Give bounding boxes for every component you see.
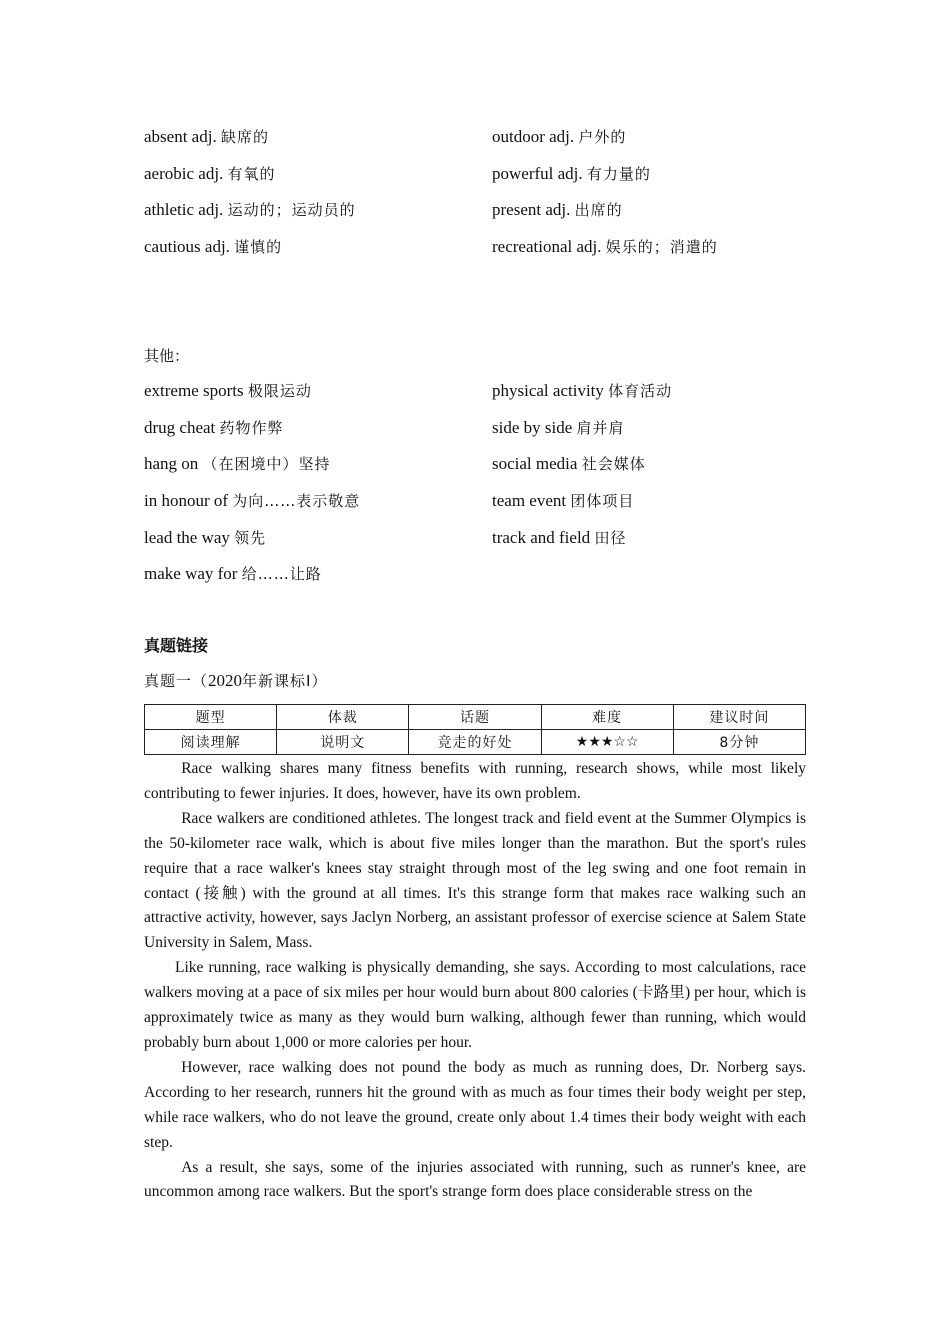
phrase-text: extreme sports bbox=[144, 381, 244, 400]
phrase-row bbox=[144, 378, 806, 404]
vocab-meaning: 户外的 bbox=[578, 128, 627, 146]
phrase-row bbox=[144, 525, 806, 551]
phrase-entry bbox=[492, 488, 634, 514]
phrase-row bbox=[144, 561, 806, 587]
paragraph: Race walking shares many fitness benefits with running, research shows, while most likely contributing to fewer injuries. It does, however, have its own problem. bbox=[144, 760, 806, 802]
table-cell: 阅读理解 bbox=[145, 730, 277, 755]
phrase-text: lead the way bbox=[144, 528, 230, 547]
vocab-meaning: 谨慎的 bbox=[234, 238, 283, 256]
vocab-word: outdoor adj. bbox=[492, 127, 575, 146]
vocab-entry bbox=[144, 197, 356, 223]
paragraph: However, race walking does not pound the body as much as running does, Dr. Norberg says. According to her research, runners hit the ground with as much as four times their body weight per step, while race walkers, who do not leave the ground, create only about 1.4 times their body weight with each step. bbox=[144, 1058, 806, 1151]
table-row bbox=[145, 730, 806, 755]
phrase-entry bbox=[492, 415, 625, 441]
paragraph: As a result, she says, some of the injuries associated with running, such as runner's knee, are uncommon among race walkers. But the sport's strange form does place considerable stress on the bbox=[144, 1158, 806, 1201]
vocab-entry bbox=[492, 234, 718, 260]
phrase-row bbox=[144, 451, 806, 477]
phrase-meaning: 极限运动 bbox=[247, 382, 312, 400]
vocab-entry bbox=[144, 124, 269, 150]
vocab-meaning: 有氧的 bbox=[227, 165, 276, 183]
phrase-meaning: 领先 bbox=[234, 529, 267, 547]
vocab-word: athletic adj. bbox=[144, 200, 224, 219]
paragraph: Race walkers are conditioned athletes. The longest track and field event at the Summer Olympics is the 50-kilometer race walk, which is about five miles longer than the marathon. But the sport's rules require that a race walker's knees stay straight through most of the leg swing and one foot remain in contact (接触) with the ground at all times. It's this strange form that makes race walking such an attractive activity, however, says Jaclyn Norberg, an assistant professor of exercise science at Salem State University in Salem, Mass. bbox=[144, 809, 806, 952]
phrase-meaning: （在困境中）坚持 bbox=[202, 455, 331, 473]
vocab-meaning: 娱乐的；消遣的 bbox=[605, 238, 718, 256]
table-header: 建议时间 bbox=[673, 705, 805, 730]
vocab-word: present adj. bbox=[492, 200, 571, 219]
vocab-entry bbox=[492, 197, 623, 223]
phrase-entry bbox=[144, 561, 322, 587]
difficulty-stars: ★★★☆☆ bbox=[541, 730, 673, 755]
phrase-meaning: 给……让路 bbox=[241, 565, 322, 583]
phrase-entry bbox=[144, 451, 331, 477]
phrase-text: drug cheat bbox=[144, 418, 216, 437]
question-info-table bbox=[144, 704, 806, 755]
vocab-word: absent adj. bbox=[144, 127, 217, 146]
phrase-meaning: 田径 bbox=[594, 529, 627, 547]
phrase-meaning: 药物作弊 bbox=[219, 419, 284, 437]
vocab-word: powerful adj. bbox=[492, 164, 583, 183]
phrase-text: make way for bbox=[144, 564, 238, 583]
vocab-meaning: 缺席的 bbox=[220, 128, 269, 146]
source-suffix: 年新课标Ⅰ） bbox=[242, 672, 328, 690]
phrase-meaning: 团体项目 bbox=[570, 492, 635, 510]
vocab-meaning: 运动的；运动员的 bbox=[227, 201, 356, 219]
table-cell: 竞走的好处 bbox=[409, 730, 541, 755]
phrase-row bbox=[144, 415, 806, 441]
table-header: 题型 bbox=[145, 705, 277, 730]
section-title: 真题链接 bbox=[144, 636, 209, 655]
vocab-word: aerobic adj. bbox=[144, 164, 224, 183]
table-header: 话题 bbox=[409, 705, 541, 730]
source-line bbox=[144, 668, 327, 694]
paragraph: Like running, race walking is physically demanding, she says. According to most calculations, race walkers moving at a pace of six miles per hour would burn about 800 calories (卡路里) per hour, which is approximately twice as many as they would burn walking, although fewer than running, which would probably burn about 1,000 or more calories per hour. bbox=[144, 959, 806, 1051]
phrase-meaning: 为向……表示敬意 bbox=[232, 492, 361, 510]
vocab-entry bbox=[144, 161, 276, 187]
phrase-entry bbox=[144, 525, 266, 551]
phrase-text: hang on bbox=[144, 454, 199, 473]
vocab-meaning: 出席的 bbox=[574, 201, 623, 219]
vocab-row bbox=[144, 124, 806, 150]
vocab-row bbox=[144, 197, 806, 223]
phrase-text: track and field bbox=[492, 528, 591, 547]
vocab-entry bbox=[492, 124, 626, 150]
phrase-meaning: 社会媒体 bbox=[581, 455, 646, 473]
phrase-entry bbox=[492, 378, 672, 404]
phrase-text: physical activity bbox=[492, 381, 604, 400]
table-header: 体裁 bbox=[277, 705, 409, 730]
phrase-text: social media bbox=[492, 454, 578, 473]
phrase-entry bbox=[144, 488, 360, 514]
phrase-meaning: 体育活动 bbox=[608, 382, 673, 400]
vocab-entry bbox=[492, 161, 651, 187]
other-label: 其他： bbox=[144, 347, 190, 365]
vocab-word: recreational adj. bbox=[492, 237, 602, 256]
phrase-text: side by side bbox=[492, 418, 573, 437]
vocab-row bbox=[144, 161, 806, 187]
phrase-entry bbox=[492, 525, 626, 551]
phrase-text: in honour of bbox=[144, 491, 229, 510]
table-header-row bbox=[145, 705, 806, 730]
phrase-row bbox=[144, 488, 806, 514]
vocab-word: cautious adj. bbox=[144, 237, 230, 256]
phrase-entry bbox=[492, 451, 646, 477]
table-cell: 说明文 bbox=[277, 730, 409, 755]
source-prefix: 真题一（ bbox=[144, 672, 209, 690]
reading-passage bbox=[144, 757, 806, 1205]
phrase-entry bbox=[144, 378, 312, 404]
table-cell: 8分钟 bbox=[673, 730, 805, 755]
phrase-text: team event bbox=[492, 491, 567, 510]
vocab-entry bbox=[144, 234, 282, 260]
phrase-meaning: 肩并肩 bbox=[576, 419, 625, 437]
phrase-entry bbox=[144, 415, 284, 441]
vocab-row bbox=[144, 234, 806, 260]
source-year: 2020 bbox=[208, 671, 243, 690]
vocab-meaning: 有力量的 bbox=[586, 165, 651, 183]
table-header: 难度 bbox=[541, 705, 673, 730]
